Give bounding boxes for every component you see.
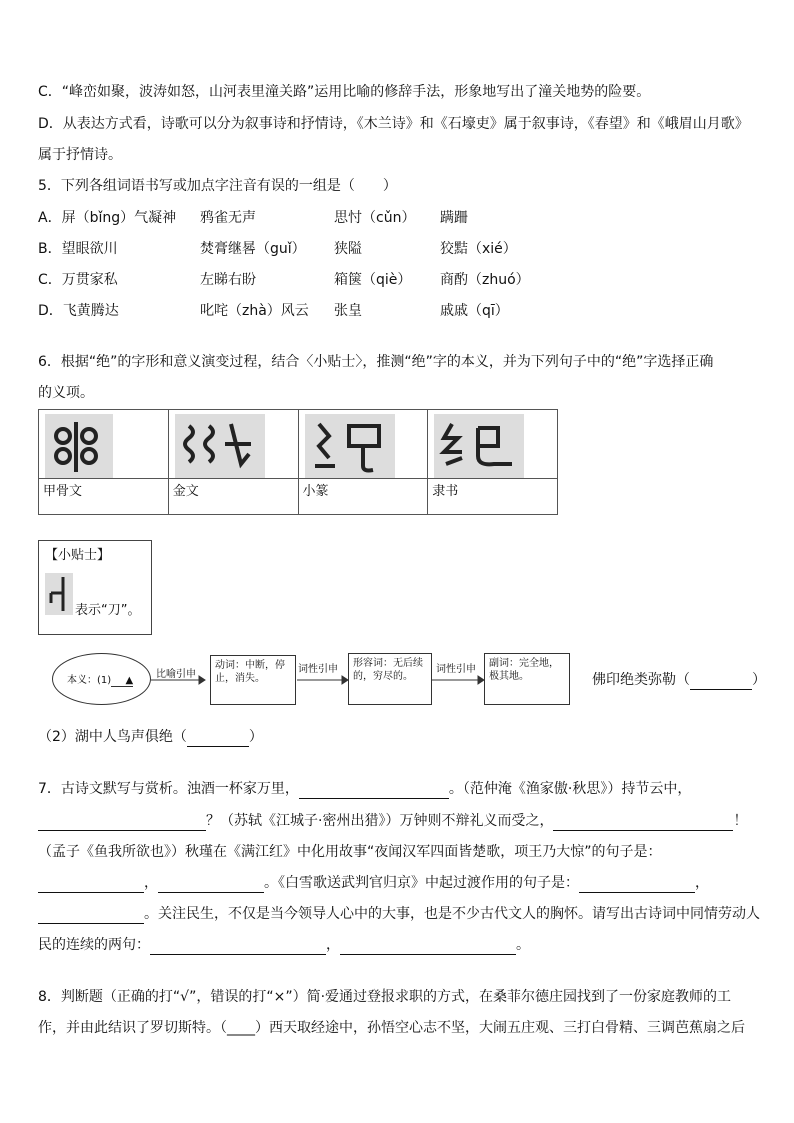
option-d-text-line1: D．从表达方式看，诗歌可以分为叙事诗和抒情诗，《木兰诗》和《石壕吏》属于叙事诗，《春望》和《峨眉山月歌》 bbox=[38, 116, 749, 132]
q5-option-d-word2: 叱咤（zhà）风云 bbox=[200, 303, 309, 319]
answer-blank-b[interactable] bbox=[187, 732, 249, 747]
answer-blank-a[interactable] bbox=[690, 675, 752, 690]
q7-line6: 民的连续的两句： ， 。 bbox=[38, 937, 530, 953]
question-5-stem: 5．下列各组词语书写或加点字注音有误的一组是（ ） bbox=[38, 178, 397, 194]
q7-line1: 7．古诗文默写与赏析。浊酒一杯家万里， 。（范仲淹《渔家傲·秋思》）持节云中， bbox=[38, 781, 692, 797]
q8-line1: 8．判断题（正确的打“√”，错误的打“×”）简·爱通过登报求职的方式，在桑菲尔德庄园找到了一份家庭教师的工 bbox=[38, 989, 732, 1005]
q7-blank-8[interactable] bbox=[150, 940, 326, 955]
q5-option-d-word1: D．飞黄腾达 bbox=[38, 303, 119, 319]
sentence-b-close: ） bbox=[248, 729, 263, 745]
option-d-text-line2: 属于抒情诗。 bbox=[38, 147, 122, 163]
glyph-label: 隶书 bbox=[428, 478, 557, 501]
option-c-text: C．“峰峦如聚，波涛如怒，山河表里潼关路”运用比喻的修辞手法，形象地写出了潼关地势的险要。 bbox=[38, 84, 651, 100]
q7-blank-5[interactable] bbox=[158, 878, 264, 893]
meaning-node-adverb: 副词：完全地，极其地。 bbox=[484, 653, 570, 705]
q5-option-c-word1: C．万贯家私 bbox=[38, 272, 118, 288]
glyph-label: 甲骨文 bbox=[39, 478, 168, 501]
glyph-label: 金文 bbox=[169, 478, 298, 501]
q7-line2: ？（苏轼《江城子·密州出猎》）万钟则不辩礼义而受之， ！ bbox=[38, 811, 747, 831]
q5-option-b-word4: 狡黠（xié） bbox=[440, 241, 517, 257]
glyph-label: 小篆 bbox=[299, 478, 428, 501]
q5-option-b-word1: B．望眼欲川 bbox=[38, 241, 118, 257]
sentence-a-close: ） bbox=[752, 672, 766, 688]
sentence-b-text: （2）湖中人鸟声俱绝（ bbox=[38, 729, 187, 745]
q5-option-a-word1: A．屏（bǐng）气凝神 bbox=[38, 210, 177, 226]
tip-title: 【小贴士】 bbox=[45, 548, 111, 563]
q7-blank-9[interactable] bbox=[340, 940, 516, 955]
q5-option-a-word2: 鸦雀无声 bbox=[200, 210, 256, 226]
q5-option-c-word2: 左睇右盼 bbox=[200, 272, 256, 288]
edge-label-pos-2: 词性引申 bbox=[436, 664, 476, 675]
q7-blank-2[interactable] bbox=[38, 816, 206, 831]
q7-blank-4[interactable] bbox=[38, 878, 144, 893]
question-6-stem-line1: 6．根据“绝”的字形和意义演变过程，结合〈小贴士〉，推测“绝”字的本义，并为下列句子中的“绝”字选择正确 bbox=[38, 354, 714, 370]
q7-blank-3[interactable] bbox=[553, 816, 733, 831]
sentence-a bbox=[592, 670, 766, 690]
edge-label-metaphor: 比喻引申 bbox=[156, 669, 196, 680]
q7-line4: ， 。《白雪歌送武判官归京》中起过渡作用的句子是： ， bbox=[38, 873, 709, 893]
origin-meaning-label: 本义：(1) ▲ bbox=[67, 675, 134, 686]
q5-option-b-word3: 狭隘 bbox=[334, 241, 362, 257]
q5-option-a-word3: 思忖（cǔn） bbox=[334, 210, 416, 226]
meaning-node-adjective: 形容词：无后续的，穷尽的。 bbox=[348, 653, 432, 705]
q7-blank-7[interactable] bbox=[38, 909, 144, 924]
q5-option-a-word4: 蹒跚 bbox=[440, 210, 468, 226]
q8-line2: 作，并由此结识了罗切斯特。（____）西天取经途中，孙悟空心志不坚，大闹五庄观、三打白骨精、三调芭蕉扇之后 bbox=[38, 1020, 745, 1036]
q5-option-c-word4: 商酌（zhuó） bbox=[440, 272, 530, 288]
q7-line5: 。关注民生，不仅是当今领导人心中的大事，也是不少古代文人的胸怀。请写出古诗词中同情劳动人 bbox=[38, 904, 760, 924]
q7-blank-6[interactable] bbox=[579, 878, 695, 893]
meaning-node-verb: 动词：中断，停止，消失。 bbox=[210, 655, 296, 705]
sentence-b bbox=[38, 727, 263, 747]
edge-label-pos-1: 词性引申 bbox=[298, 664, 338, 675]
q5-option-b-word2: 焚膏继晷（guǐ） bbox=[200, 241, 306, 257]
q7-blank-1[interactable] bbox=[299, 784, 449, 799]
q5-option-d-word3: 张皇 bbox=[334, 303, 362, 319]
tip-description: 表示“刀”。 bbox=[75, 603, 141, 618]
q5-option-c-word3: 箱箧（qiè） bbox=[334, 272, 412, 288]
q5-option-d-word4: 戚戚（qī） bbox=[440, 303, 509, 319]
question-6-stem-line2: 的义项。 bbox=[38, 385, 94, 401]
q7-line3: （孟子《鱼我所欲也》）秋瑾在《满江红》中化用故事“夜闻汉军四面皆楚歌，项王乃大惊”的句子是： bbox=[38, 844, 662, 860]
sentence-a-text: 佛印绝类弥勒（ bbox=[592, 672, 690, 688]
